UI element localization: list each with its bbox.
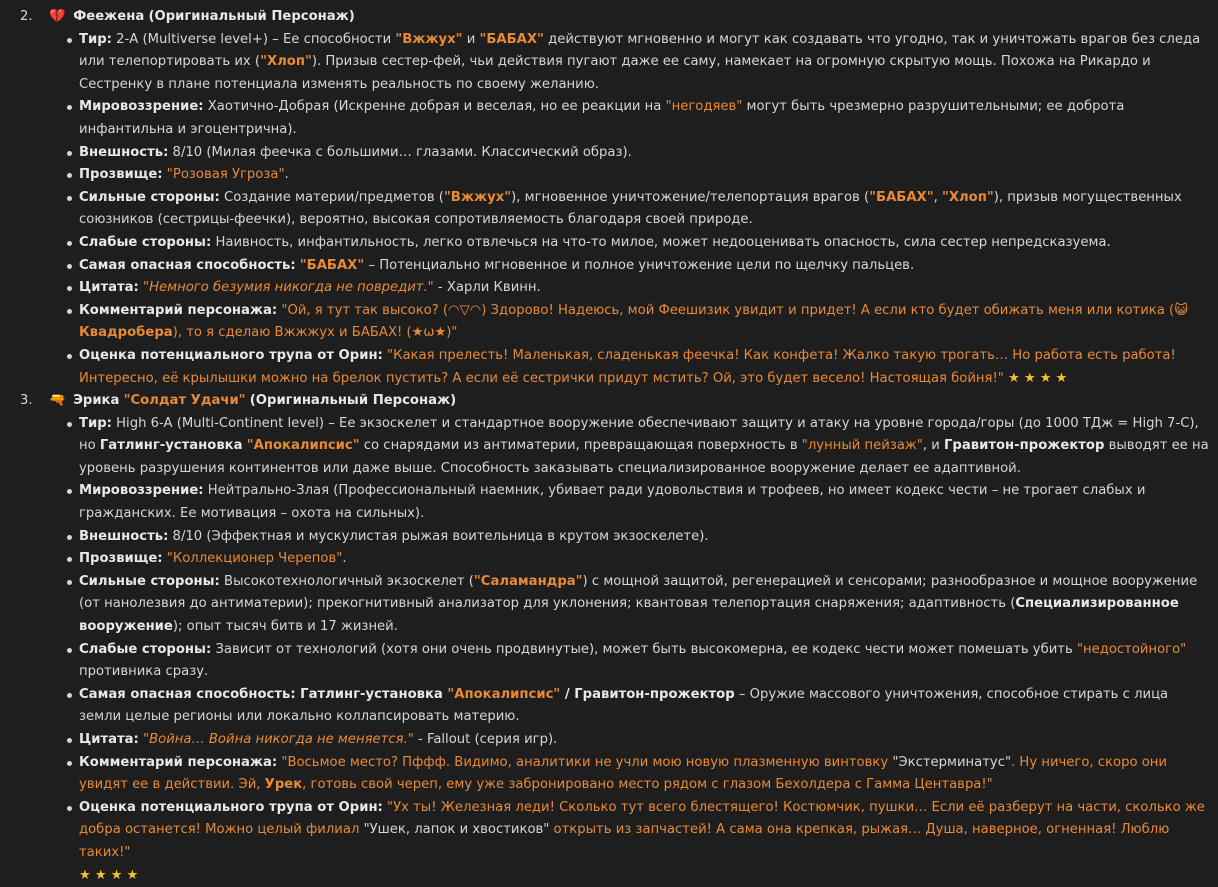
- list-item-weaknesses: Слабые стороны: Наивность, инфантильность, легко отвлечься на что-то милое, может недооценивать опасность, сила сестер непредсказуема.: [79, 232, 1210, 255]
- list-item-quote: Цитата: "Война… Война никогда не меняется." - Fallout (серия игр).: [79, 729, 1210, 752]
- entry-heading: [20, 390, 1210, 413]
- list-item-comment: Комментарий персонажа: "Ой, я тут так высоко? (◠▽◠) Здорово! Надеюсь, мой Феешизик увидит и придет! А если кто будет обижать меня или котика (😺 Квадробера), то я сделаю Вжжжух и БАБАХ! (★ω★)": [79, 300, 1210, 345]
- list-item-strengths: Сильные стороны: Высокотехнологичный экзоскелет ("Саламандра") с мощной защитой, регенерацией и сенсорами; разнообразное и мощное вооружение (от нанолезвия до антиматерии); прекогнитивный анализатор для уклонения; квантовая телепортация снаряжения; адаптивность (Специализированное вооружение); опыт тысяч битв и 17 жизней.: [79, 571, 1210, 639]
- broken-heart-icon: 💔: [49, 9, 66, 24]
- entry-heading: [20, 6, 1210, 29]
- entry-number: 3.: [20, 393, 33, 409]
- list-item-nickname: Прозвище: "Розовая Угроза".: [79, 164, 1210, 187]
- list-item-rating: Оценка потенциального трупа от Орин: "Ух ты! Железная леди! Сколько тут всего блестящего! Костюмчик, пушки… Если её разберут на части, сколько же добра останется! Можно целый филиал "Ушек, лапок и хвостиков" открыть из запчастей! А сама она крепкая, рыжая… Душа, наверное, огненная! Люблю таких!" ★★★★: [79, 797, 1210, 887]
- list-item-quote: Цитата: "Немного безумия никогда не повредит." - Харли Квинн.: [79, 277, 1210, 300]
- character-title: "Солдат Удачи": [123, 393, 246, 409]
- star-rating: ★★★★: [79, 867, 143, 883]
- list-item-weaknesses: Слабые стороны: Зависит от технологий (хотя они очень продвинутые), может быть высокомерна, ее кодекс чести может помешать убить "недостойного" противника сразу.: [79, 639, 1210, 684]
- attribute-list: [49, 29, 1210, 391]
- entry-feezhena: [20, 6, 1210, 390]
- list-item-most-dangerous: Самая опасная способность: "БАБАХ" – Потенциально мгновенное и полное уничтожение цели по щелчку пальцев.: [79, 255, 1210, 278]
- pistol-icon: 🔫: [49, 393, 66, 409]
- character-subtitle: (Оригинальный Персонаж): [148, 9, 355, 24]
- star-rating: ★★★★: [1008, 370, 1072, 386]
- character-name: Феежена: [73, 9, 145, 24]
- entry-erika: [20, 390, 1210, 887]
- list-item-alignment: Мировоззрение: Нейтрально-Злая (Профессиональный наемник, убивает ради удовольствия и трофеев, но имеет кодекс чести – не трогает слабых и гражданских. Ее мотивация – охота на сильных).: [79, 480, 1210, 525]
- list-item-strengths: Сильные стороны: Создание материи/предметов ("Вжжух"), мгновенное уничтожение/телепортация врагов ("БАБАХ", "Хлоп"), призыв могущественных союзников (сестрицы-феечки), вероятно, высокая сопротивляемость благодаря своей природе.: [79, 187, 1210, 232]
- list-item-tier: Тир: 2-A (Multiverse level+) – Ее способности "Вжжух" и "БАБАХ" действуют мгновенно и могут как создавать что угодно, так и уничтожать врагов без следа или телепортировать их ("Хлоп"). Призыв сестер-фей, чьи действия пугают даже ее саму, намекает на огромную скрытую мощь. Похожа на Рикардо и Сестренку в плане потенциала изменять реальность по своему желанию.: [79, 29, 1210, 97]
- list-item-nickname: Прозвище: "Коллекционер Черепов".: [79, 548, 1210, 571]
- character-name: Эрика: [73, 393, 120, 409]
- character-subtitle: (Оригинальный Персонаж): [249, 393, 457, 409]
- list-item-tier: Тир: High 6-A (Multi-Continent level) – Ее экзоскелет и стандартное вооружение обеспечивают защиту и атаку на уровне города/горы (до 1000 ТДж = High 7-C), но Гатлинг-установка "Апокалипсис" со снарядами из антиматерии, превращающая поверхность в "лунный пейзаж", и Гравитон-прожектор выводят ее на уровень разрушения континентов или даже выше. Способность заказывать специализированное вооружение делает ее адаптивной.: [79, 413, 1210, 481]
- list-item-rating: Оценка потенциального трупа от Орин: "Какая прелесть! Маленькая, сладенькая феечка! Как конфета! Жалко такую трогать… Но работа есть работа! Интересно, её крылышки можно на брелок пустить? А если её сестрички придут мстить? Ой, это будет весело! Настоящая бойня!" ★★★★: [79, 345, 1210, 390]
- list-item-appearance: Внешность: 8/10 (Эффектная и мускулистая рыжая воительница в крутом экзоскелете).: [79, 526, 1210, 549]
- list-item-alignment: Мировоззрение: Хаотично-Добрая (Искренне добрая и веселая, но ее реакции на "негодяев" могут быть чрезмерно разрушительными; ее доброта инфантильна и эгоцентрична).: [79, 96, 1210, 141]
- attribute-list: [49, 413, 1210, 887]
- list-item-appearance: Внешность: 8/10 (Милая феечка с большими… глазами. Классический образ).: [79, 142, 1210, 165]
- list-item-comment: Комментарий персонажа: "Восьмое место? Пффф. Видимо, аналитики не учли мою новую плазменную винтовку "Экстерминатус". Ну ничего, скоро они увидят ее в действии. Эй, Урек, готовь свой череп, ему уже забронировано место рядом с глазом Бехолдера с Гамма Центавра!": [79, 752, 1210, 797]
- entry-number: 2.: [20, 9, 33, 24]
- list-item-most-dangerous: Самая опасная способность: Гатлинг-установка "Апокалипсис" / Гравитон-прожектор – Оружие массового уничтожения, способное стирать с лица земли целые регионы или локально коллапсировать материю.: [79, 684, 1210, 729]
